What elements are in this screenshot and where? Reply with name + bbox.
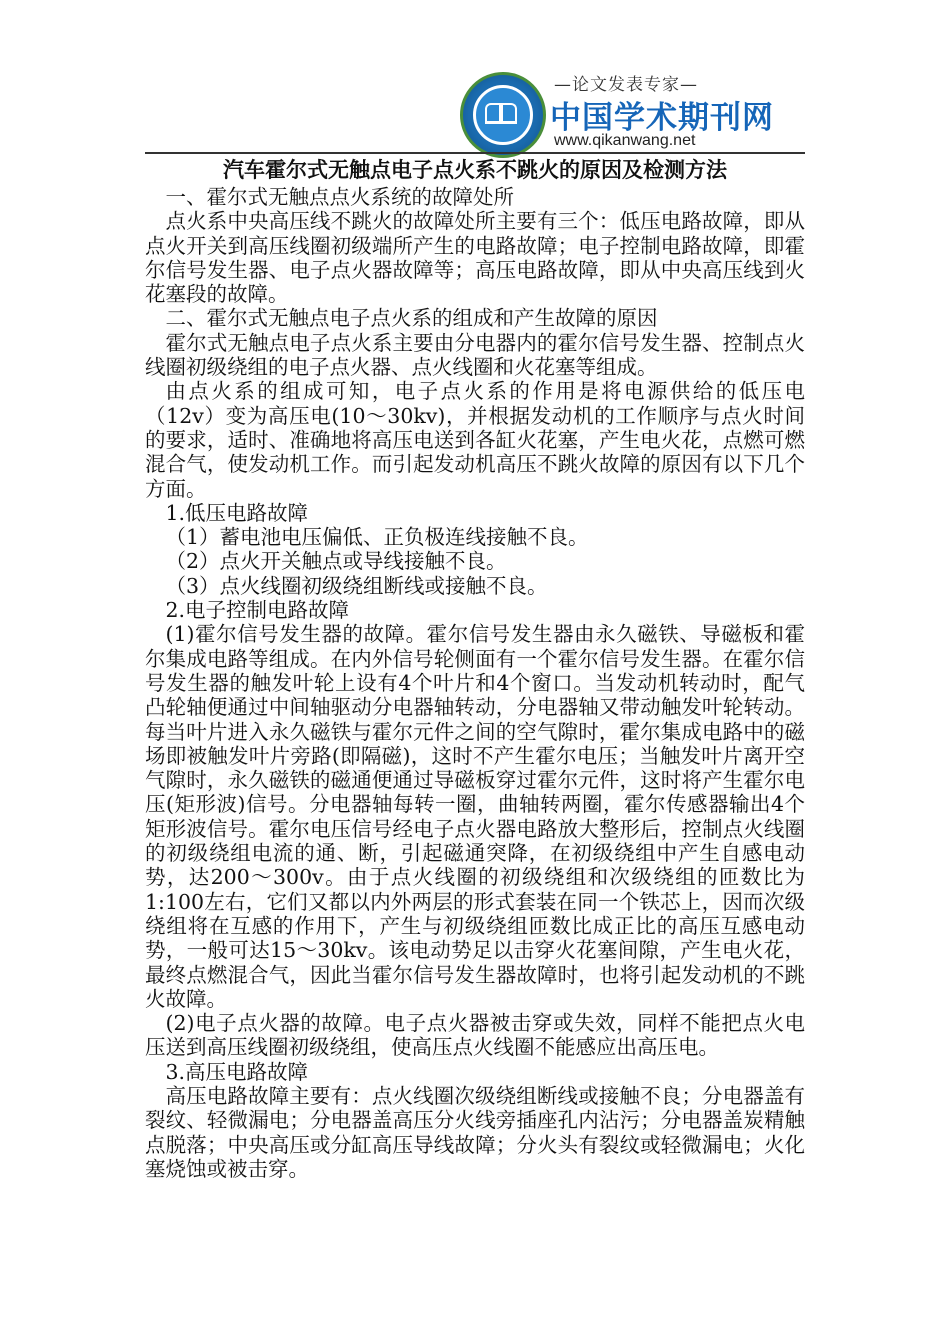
article-title: 汽车霍尔式无触点电子点火系不跳火的原因及检测方法 [223,158,727,182]
subsection-heading: 1.低压电路故障 [165,500,309,525]
subsection-heading: 2.电子控制电路故障 [165,598,350,623]
paragraph: 霍尔式无触点电子点火系主要由分电器内的霍尔信号发生器、控制点火线圈初级绕组的电子点火器、点火线圈和火花塞等组成。 [145,330,805,380]
paragraph: 点火系中央高压线不跳火的故障处所主要有三个：低压电路故障，即从点火开关到高压线圈初级端所产生的电路故障；电子控制电路故障，即霍尔信号发生器、电子点火器故障等；高压电路故障，即从中央高压线到火花塞段的故障。 [145,209,805,307]
paragraph: 高压电路故障主要有：点火线圈次级绕组断线或接触不良；分电器盖有裂纹、轻微漏电；分电器盖高压分火线旁插座孔内沾污；分电器盖炭精触点脱落；中央高压或分缸高压导线故障；分火头有裂纹或轻微漏电；火化塞烧蚀或被击穿。 [145,1083,805,1181]
site-logo[interactable] [460,66,774,152]
logo-emblem-icon [460,72,546,158]
subsection-heading: 3.高压电路故障 [165,1059,309,1084]
logo-name: 中国学术期刊网 [550,100,774,136]
section-heading: 一、霍尔式无触点点火系统的故障处所 [165,185,514,209]
list-item: （1）蓄电池电压偏低、正负极连线接触不良。 [165,525,589,550]
article-body [145,155,805,1181]
logo-slogan: —论文发表专家— [554,75,698,95]
logo-url: www.qikanwang.net [554,132,696,149]
paragraph: 由点火系的组成可知，电子点火系的作用是将电源供给的低压电（12v）变为高压电(10～30kv)，并根据发动机的工作顺序与点火时间的要求，适时、准确地将高压电送到各缸火花塞，产生电火花，点燃可燃混合气，使发动机工作。而引起发动机高压不跳火故障的原因有以下几个方面。 [145,379,805,501]
paragraph: (1)霍尔信号发生器的故障。霍尔信号发生器由永久磁铁、导磁板和霍尔集成电路等组成。在内外信号轮侧面有一个霍尔信号发生器。在霍尔信号发生器的触发叶轮上设有4个叶片和4个窗口。当发动机转动时，配气凸轮轴便通过中间轴驱动分电器轴转动，分电器轴又带动触发叶轮转动。每当叶片进入永久磁铁与霍尔元件之间的空气隙时，霍尔集成电路中的磁场即被触发叶片旁路(即隔磁)，这时不产生霍尔电压；当触发叶片离开空气隙时，永久磁铁的磁通便通过导磁板穿过霍尔元件，这时将产生霍尔电压(矩形波)信号。分电器轴每转一圈，曲轴转两圈，霍尔传感器输出4个矩形波信号。霍尔电压信号经电子点火器电路放大整形后，控制点火线圈的初级绕组电流的通、断，引起磁通突降，在初级绕组中产生自感电动势，达200～300v。由于点火线圈的初级绕组和次级绕组的匝数比为1:100左右，它们又都以内外两层的形式套装在同一个铁芯上，因而次级绕组将在互感的作用下，产生与初级绕组匝数比成正比的高压互感电动势，一般可达15～30kv。该电动势足以击穿火花塞间隙，产生电火花，最终点燃混合气，因此当霍尔信号发生器故障时，也将引起发动机的不跳火故障。 [145,622,805,1011]
header-divider [145,152,805,154]
paragraph: (2)电子点火器的故障。电子点火器被击穿或失效，同样不能把点火电压送到高压线圈初级绕组，使高压点火线圈不能感应出高压电。 [145,1011,805,1060]
section-heading: 二、霍尔式无触点电子点火系的组成和产生故障的原因 [165,306,658,331]
list-item: （2）点火开关触点或导线接触不良。 [165,549,507,574]
list-item: （3）点火线圈初级绕组断线或接触不良。 [165,573,548,598]
